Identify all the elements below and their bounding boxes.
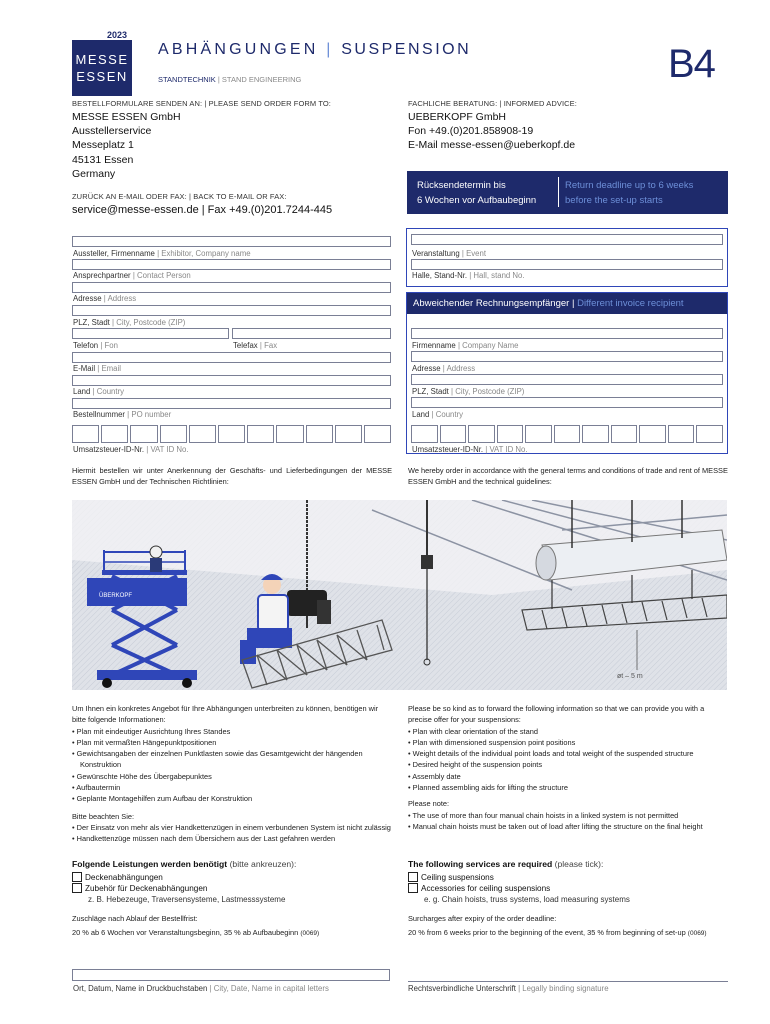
fax-input[interactable] — [232, 328, 391, 339]
checkbox[interactable] — [72, 872, 82, 882]
info-de-note: • Der Einsatz von mehr als vier Handkettenzügen in einem verbundenen System ist nicht zulässig — [72, 822, 391, 832]
contact-input[interactable] — [72, 259, 391, 270]
subtitle-de: STANDTECHNIK — [158, 75, 216, 84]
country-input[interactable] — [72, 375, 391, 386]
terms-de: Hiermit bestellen wir unter Anerkennung der Geschäfts- und Lieferbedingungen der MESSE ESSEN GmbH und der Technischen Richtlinien: — [72, 466, 392, 487]
fax-label: Telefax | Fax — [233, 341, 278, 350]
services-de-heading: Folgende Leistungen werden benötigt (bitte ankreuzen): — [72, 859, 297, 869]
checkbox-ceiling-suspension-de[interactable]: Deckenabhängungen — [72, 872, 296, 882]
title-de: ABHÄNGUNGEN — [158, 41, 319, 58]
address-line: Messeplatz 1 — [72, 139, 134, 152]
services-en-example: e. g. Chain hoists, truss systems, load measuring systems — [424, 895, 630, 904]
services-de — [72, 859, 296, 904]
return-contact: service@messe-essen.de | Fax +49.(0)201.7244-445 — [72, 204, 333, 216]
address-line: Germany — [72, 167, 116, 180]
invoice-company-input[interactable] — [411, 328, 723, 339]
exhibitor-input[interactable] — [72, 236, 391, 247]
info-de-bullet: • Geplante Montagehilfen zum Aufbau der Konstruktion — [72, 794, 253, 804]
vat-digit-box[interactable] — [468, 425, 495, 443]
info-en — [408, 703, 728, 832]
city-date-name-label: Ort, Datum, Name in Druckbuchstaben | City, Date, Name in capital letters — [73, 984, 329, 993]
surcharges-de — [72, 913, 319, 940]
hall-stand-input[interactable] — [411, 259, 723, 270]
advice-heading: FACHLICHE BERATUNG: | INFORMED ADVICE: — [408, 99, 577, 108]
info-de-intro: Um Ihnen ein konkretes Angebot für Ihre Abhängungen unterbreiten zu können, benötigen wir bitte folgende Informationen: — [72, 704, 379, 725]
address-line: 45131 Essen — [72, 153, 134, 166]
info-en-note: • Manual chain hoists must be taken out of load after lifting the structure on the final height — [408, 821, 703, 831]
deadline-box — [407, 171, 728, 214]
deadline-de-line-1: Rücksendetermin bis — [417, 180, 506, 191]
advice-line: UEBERKOPF GmbH — [408, 111, 507, 123]
vat-digit-box[interactable] — [525, 425, 552, 443]
vat-digit-box[interactable] — [582, 425, 609, 443]
info-de-bullet: • Plan mit vermaßten Hängepunktpositionen — [72, 737, 217, 747]
checkbox-accessories-en[interactable]: Accessories for ceiling suspensions — [408, 883, 630, 893]
vat-digit-box[interactable] — [247, 425, 274, 443]
lift-brand: ÜBERKOPF — [99, 593, 133, 599]
invoice-recipient-de: Abweichender Rechnungsempfänger — [413, 298, 570, 309]
vat-digit-box[interactable] — [611, 425, 638, 443]
invoice-vat-input[interactable] — [411, 425, 723, 443]
advice-line: E-Mail messe-essen@ueberkopf.de — [408, 139, 576, 152]
address-input[interactable] — [72, 282, 391, 293]
event-input[interactable] — [411, 234, 723, 245]
year: 2023 — [107, 30, 128, 40]
vat-digit-box[interactable] — [411, 425, 438, 443]
info-en-note-heading: Please note: — [408, 799, 450, 809]
illustration-svg — [72, 500, 727, 690]
deadline-de-line-2: 6 Wochen vor Aufbaubeginn — [417, 195, 537, 206]
phone-input[interactable] — [72, 328, 229, 339]
logo-line-1: MESSE — [75, 52, 129, 67]
surcharges-de-text: 20 % ab 6 Wochen vor Veranstaltungsbeginn, 35 % ab Aufbaubeginn (0069) — [72, 928, 320, 938]
city-label: PLZ, Stadt | City, Postcode (ZIP) — [73, 318, 186, 327]
address-label: Adresse | Address — [73, 294, 137, 303]
hall-stand-label: Halle, Stand-Nr. | Hall, stand No. — [412, 271, 525, 280]
vat-digit-box[interactable] — [130, 425, 157, 443]
checkbox[interactable] — [408, 872, 418, 882]
info-en-note: • The use of more than four manual chain hoists in a linked system is not permitted — [408, 810, 679, 820]
checkbox-accessories-de[interactable]: Zubehör für Deckenabhängungen — [72, 883, 296, 893]
services-de-example: z. B. Hebezeuge, Traversensysteme, Lastmesssysteme — [88, 895, 286, 904]
surcharges-en-heading: Surcharges after expiry of the order deadline: — [408, 914, 557, 923]
deadline-divider — [558, 177, 559, 207]
order-address — [72, 110, 181, 181]
return-heading: ZURÜCK AN E-MAIL ODER FAX: | BACK TO E-MAIL OR FAX: — [72, 192, 287, 201]
vat-digit-box[interactable] — [639, 425, 666, 443]
deadline-en-line-1: Return deadline up to 6 weeks — [565, 180, 694, 191]
invoice-country-input[interactable] — [411, 397, 723, 408]
invoice-city-input[interactable] — [411, 374, 723, 385]
advice-line: Fon +49.(0)201.858908-19 — [408, 125, 534, 138]
exhibitor-label: Aussteller, Firmenname | Exhibitor, Company name — [73, 249, 251, 258]
invoice-vat-label: Umsatzsteuer-ID-Nr. | VAT ID No. — [412, 445, 528, 454]
vat-digit-box[interactable] — [497, 425, 524, 443]
invoice-recipient-header: Abweichender Rechnungsempfänger | Different invoice recipient — [407, 293, 727, 314]
surcharges-en — [408, 913, 707, 940]
vat-digit-box[interactable] — [554, 425, 581, 443]
vat-digit-box[interactable] — [364, 425, 391, 443]
vat-digit-box[interactable] — [668, 425, 695, 443]
event-label: Veranstaltung | Event — [412, 249, 487, 258]
info-en-bullet: • Plan with dimensioned suspension point positions — [408, 737, 576, 747]
deadline-de — [417, 178, 536, 208]
info-en-bullet: • Planned assembling aids for lifting the structure — [408, 783, 568, 793]
invoice-city-label: PLZ, Stadt | City, Postcode (ZIP) — [412, 387, 525, 396]
vat-digit-box[interactable] — [440, 425, 467, 443]
info-de-note: • Handkettenzüge müssen nach dem Übersichern aus der Last gefahren werden — [72, 834, 336, 844]
email-label: E-Mail | Email — [73, 364, 121, 373]
vat-digit-box[interactable] — [101, 425, 128, 443]
info-de-bullet: • Gewünschte Höhe des Übergabepunktes — [72, 771, 212, 781]
info-de-bullet: • Aufbautermin — [72, 783, 121, 793]
page-subtitle: STANDTECHNIK | STAND ENGINEERING — [158, 75, 302, 84]
country-label: Land | Country — [73, 387, 125, 396]
vat-id-input[interactable] — [72, 425, 391, 443]
vat-digit-box[interactable] — [218, 425, 245, 443]
services-en-heading: The following services are required (please tick): — [408, 859, 604, 869]
invoice-address-label: Adresse | Address — [412, 364, 476, 373]
address-line: MESSE ESSEN GmbH — [72, 111, 181, 123]
form-code: B4 — [668, 42, 715, 86]
signature-label: Rechtsverbindliche Unterschrift | Legally binding signature — [408, 984, 609, 993]
city-input[interactable] — [72, 305, 391, 316]
subtitle-en: STAND ENGINEERING — [221, 75, 302, 84]
email-input[interactable] — [72, 352, 391, 363]
city-date-name-input[interactable] — [72, 969, 390, 981]
invoice-company-label: Firmenname | Company Name — [412, 341, 519, 350]
info-de — [72, 703, 392, 845]
order-address-heading: BESTELLFORMULARE SENDEN AN: | PLEASE SEND ORDER FORM TO: — [72, 99, 331, 108]
page-title — [158, 41, 471, 59]
advice-contact — [408, 110, 575, 153]
title-en: SUSPENSION — [341, 41, 472, 58]
vat-digit-box[interactable] — [72, 425, 99, 443]
info-en-intro: Please be so kind as to forward the following information so that we can provide you with a precise offer for your suspensions: — [408, 704, 705, 725]
invoice-address-input[interactable] — [411, 351, 723, 362]
vat-digit-box[interactable] — [306, 425, 333, 443]
info-de-bullet: • Plan mit eindeutiger Ausrichtung Ihres Standes — [72, 726, 231, 736]
suspension-illustration — [72, 500, 727, 690]
info-en-bullet: • Desired height of the suspension points — [408, 760, 543, 770]
checkbox-ceiling-suspension-en[interactable]: Ceiling suspensions — [408, 872, 630, 882]
info-en-bullet: • Weight details of the individual point loads and total weight of the suspended structure — [408, 749, 694, 759]
title-separator: | — [326, 41, 334, 58]
services-en — [408, 859, 630, 904]
vat-digit-box[interactable] — [160, 425, 187, 443]
logo-line-2: ESSEN — [76, 69, 128, 84]
measure-label: øt – 5 m — [617, 673, 643, 680]
po-number-input[interactable] — [72, 398, 391, 409]
signature-line[interactable] — [408, 981, 728, 982]
info-en-bullet: • Assembly date — [408, 771, 461, 781]
logo — [72, 40, 132, 96]
deadline-en — [565, 178, 693, 208]
vat-id-label: Umsatzsteuer-ID-Nr. | VAT ID No. — [73, 445, 189, 454]
checkbox[interactable] — [408, 883, 418, 893]
info-de-note-heading: Bitte beachten Sie: — [72, 811, 135, 821]
phone-label: Telefon | Fon — [73, 341, 118, 350]
terms-en: We hereby order in accordance with the general terms and conditions of trade and rent of MESSE ESSEN GmbH and the technical guidelines: — [408, 466, 728, 487]
checkbox[interactable] — [72, 883, 82, 893]
deadline-en-line-2: before the set-up starts — [565, 195, 663, 206]
vat-digit-box[interactable] — [696, 425, 723, 443]
info-en-bullet: • Plan with clear orientation of the stand — [408, 726, 538, 736]
surcharges-en-text: 20 % from 6 weeks prior to the beginning of the event, 35 % from beginning of set-up (0069) — [408, 928, 707, 938]
invoice-country-label: Land | Country — [412, 410, 464, 419]
surcharges-de-heading: Zuschläge nach Ablauf der Bestellfrist: — [72, 914, 198, 923]
info-de-bullet: • Gewichtsangaben der einzelnen Punktlasten sowie das Gesamtgewicht der hängenden Konstruktion — [72, 749, 363, 770]
invoice-recipient-en: Different invoice recipient — [577, 298, 684, 309]
address-line: Ausstellerservice — [72, 125, 152, 138]
contact-label: Ansprechpartner | Contact Person — [73, 271, 191, 280]
po-number-label: Bestellnummer | PO number — [73, 410, 172, 419]
vat-digit-box[interactable] — [335, 425, 362, 443]
vat-digit-box[interactable] — [276, 425, 303, 443]
vat-digit-box[interactable] — [189, 425, 216, 443]
